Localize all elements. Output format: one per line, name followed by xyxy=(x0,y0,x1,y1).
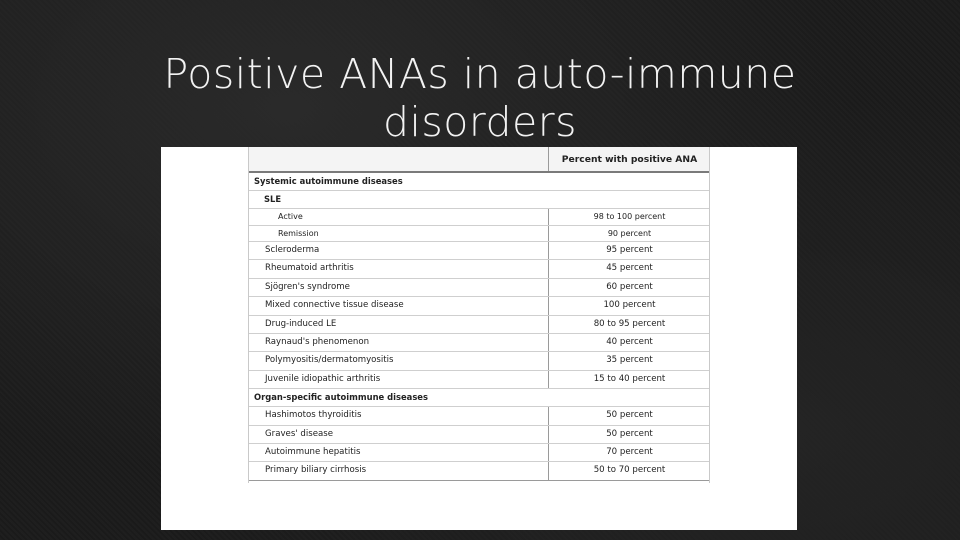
slide-title-line-2: disorders xyxy=(383,98,577,146)
table-row xyxy=(249,279,709,297)
row-percent: 95 percent xyxy=(548,242,710,259)
table-row xyxy=(249,226,709,243)
row-percent: 98 to 100 percent xyxy=(548,209,710,225)
table-row xyxy=(249,444,709,462)
table-row xyxy=(249,316,709,334)
table-row xyxy=(249,297,709,315)
row-disease: Raynaud's phenomenon xyxy=(265,336,370,347)
section-organ-specific: Organ-specific autoimmune diseases xyxy=(249,389,709,407)
row-disease: Sjögren's syndrome xyxy=(265,281,350,292)
row-percent: 100 percent xyxy=(548,297,710,314)
table-row xyxy=(249,426,709,444)
row-percent: 50 percent xyxy=(548,426,710,443)
row-percent: 35 percent xyxy=(548,352,710,369)
row-percent: 80 to 95 percent xyxy=(548,316,710,333)
row-disease: Hashimotos thyroiditis xyxy=(265,410,362,421)
row-disease: Autoimmune hepatitis xyxy=(265,446,361,457)
row-percent: 60 percent xyxy=(548,279,710,296)
slide-title-line-1: Positive ANAs in auto-immune xyxy=(163,50,797,98)
row-percent: 50 to 70 percent xyxy=(548,462,710,479)
row-disease: Graves' disease xyxy=(265,428,334,439)
row-disease: Rheumatoid arthritis xyxy=(265,263,354,274)
row-disease: Primary biliary cirrhosis xyxy=(265,465,367,476)
row-disease: Remission xyxy=(278,228,319,238)
table-image-panel xyxy=(161,147,797,530)
row-disease: Polymyositis/dermatomyositis xyxy=(265,355,394,366)
table-row xyxy=(249,260,709,278)
row-disease: Drug-induced LE xyxy=(265,318,337,329)
row-disease: Mixed connective tissue disease xyxy=(265,300,404,311)
row-percent: 40 percent xyxy=(548,334,710,351)
row-disease: Scleroderma xyxy=(265,245,320,255)
section-systemic: Systemic autoimmune diseases xyxy=(249,173,709,191)
table-row xyxy=(249,242,709,260)
row-percent: 90 percent xyxy=(548,226,710,242)
group-sle: SLE xyxy=(249,191,709,209)
row-percent: 15 to 40 percent xyxy=(548,371,710,388)
row-percent: 45 percent xyxy=(548,260,710,277)
table-row xyxy=(249,462,709,480)
table-row xyxy=(249,352,709,370)
table-header-row xyxy=(249,147,709,173)
column-header-percent: Percent with positive ANA xyxy=(548,147,710,171)
row-percent: 70 percent xyxy=(548,444,710,461)
row-disease: Juvenile idiopathic arthritis xyxy=(265,373,381,384)
table-row xyxy=(249,371,709,389)
ana-table xyxy=(248,147,710,483)
table-row xyxy=(249,209,709,226)
row-percent: 50 percent xyxy=(548,407,710,424)
table-row xyxy=(249,334,709,352)
row-disease: Active xyxy=(278,212,303,221)
slide-title xyxy=(120,50,840,146)
table-row xyxy=(249,407,709,425)
